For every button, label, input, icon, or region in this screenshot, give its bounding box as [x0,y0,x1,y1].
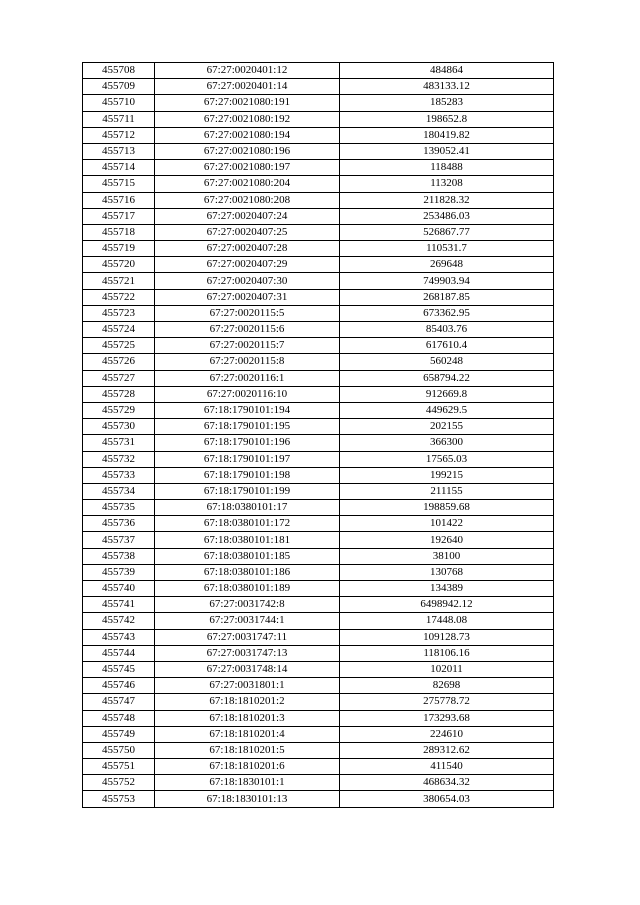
row-number-cell: 455726 [83,354,155,370]
table-row [83,241,554,257]
value-cell: 658794.22 [340,370,554,386]
value-cell: 211155 [340,483,554,499]
cadastral-number-cell: 67:18:0380101:186 [155,564,340,580]
cadastral-number-cell: 67:27:0020407:28 [155,241,340,257]
cadastral-number-cell: 67:27:0020407:25 [155,224,340,240]
table-row [83,500,554,516]
cadastral-number-cell: 67:18:1790101:199 [155,483,340,499]
value-cell: 173293.68 [340,710,554,726]
value-cell: 468634.32 [340,775,554,791]
value-cell: 82698 [340,678,554,694]
table-row [83,451,554,467]
row-number-cell: 455739 [83,564,155,580]
cadastral-number-cell: 67:27:0020115:8 [155,354,340,370]
table-row [83,273,554,289]
row-number-cell: 455746 [83,678,155,694]
cadastral-number-cell: 67:27:0031748:14 [155,661,340,677]
row-number-cell: 455741 [83,597,155,613]
row-number-cell: 455743 [83,629,155,645]
value-cell: 17565.03 [340,451,554,467]
value-cell: 268187.85 [340,289,554,305]
cadastral-number-cell: 67:18:1790101:194 [155,402,340,418]
cadastral-number-cell: 67:27:0020401:14 [155,79,340,95]
value-cell: 185283 [340,95,554,111]
table-row [83,305,554,321]
value-cell: 366300 [340,435,554,451]
value-cell: 617610.4 [340,338,554,354]
row-number-cell: 455731 [83,435,155,451]
row-number-cell: 455713 [83,143,155,159]
value-cell: 113208 [340,176,554,192]
cadastral-number-cell: 67:18:1810201:6 [155,759,340,775]
table-row [83,516,554,532]
table-row [83,759,554,775]
value-cell: 560248 [340,354,554,370]
cadastral-number-cell: 67:18:1810201:3 [155,710,340,726]
table-row [83,742,554,758]
table-row [83,613,554,629]
table-row [83,791,554,807]
value-cell: 134389 [340,581,554,597]
value-cell: 130768 [340,564,554,580]
table-row [83,143,554,159]
cadastral-number-cell: 67:27:0031801:1 [155,678,340,694]
value-cell: 673362.95 [340,305,554,321]
row-number-cell: 455748 [83,710,155,726]
row-number-cell: 455750 [83,742,155,758]
table-row [83,224,554,240]
table-row [83,79,554,95]
row-number-cell: 455717 [83,208,155,224]
cadastral-number-cell: 67:18:0380101:17 [155,500,340,516]
table-row [83,63,554,79]
row-number-cell: 455734 [83,483,155,499]
table-row [83,532,554,548]
row-number-cell: 455710 [83,95,155,111]
cadastral-number-cell: 67:18:1810201:2 [155,694,340,710]
table-row [83,597,554,613]
row-number-cell: 455745 [83,661,155,677]
row-number-cell: 455724 [83,322,155,338]
cadastral-number-cell: 67:18:1810201:5 [155,742,340,758]
value-cell: 118106.16 [340,645,554,661]
table-row [83,645,554,661]
cadastral-number-cell: 67:27:0021080:208 [155,192,340,208]
row-number-cell: 455708 [83,63,155,79]
cadastral-number-cell: 67:27:0020401:12 [155,63,340,79]
value-cell: 102011 [340,661,554,677]
table-row [83,694,554,710]
table-row [83,467,554,483]
value-cell: 269648 [340,257,554,273]
row-number-cell: 455737 [83,532,155,548]
data-table [82,62,554,808]
value-cell: 912669.8 [340,386,554,402]
row-number-cell: 455752 [83,775,155,791]
cadastral-number-cell: 67:27:0031744:1 [155,613,340,629]
value-cell: 411540 [340,759,554,775]
row-number-cell: 455728 [83,386,155,402]
table-row [83,435,554,451]
value-cell: 180419.82 [340,127,554,143]
table-row [83,111,554,127]
table-row [83,208,554,224]
table-row [83,370,554,386]
cadastral-number-cell: 67:27:0020407:29 [155,257,340,273]
value-cell: 118488 [340,160,554,176]
table-row [83,338,554,354]
value-cell: 192640 [340,532,554,548]
table-row [83,483,554,499]
row-number-cell: 455732 [83,451,155,467]
table-row [83,710,554,726]
value-cell: 198859.68 [340,500,554,516]
value-cell: 289312.62 [340,742,554,758]
table-row [83,386,554,402]
cadastral-number-cell: 67:18:0380101:181 [155,532,340,548]
table-row [83,661,554,677]
row-number-cell: 455722 [83,289,155,305]
cadastral-number-cell: 67:18:1830101:13 [155,791,340,807]
value-cell: 202155 [340,419,554,435]
row-number-cell: 455742 [83,613,155,629]
table-row [83,775,554,791]
value-cell: 449629.5 [340,402,554,418]
row-number-cell: 455725 [83,338,155,354]
cadastral-number-cell: 67:27:0020115:5 [155,305,340,321]
row-number-cell: 455735 [83,500,155,516]
cadastral-number-cell: 67:27:0031742:8 [155,597,340,613]
table-row [83,678,554,694]
cadastral-number-cell: 67:27:0021080:196 [155,143,340,159]
table-row [83,289,554,305]
table-row [83,95,554,111]
cadastral-number-cell: 67:27:0021080:194 [155,127,340,143]
row-number-cell: 455733 [83,467,155,483]
row-number-cell: 455712 [83,127,155,143]
table-row [83,160,554,176]
row-number-cell: 455753 [83,791,155,807]
value-cell: 38100 [340,548,554,564]
cadastral-number-cell: 67:27:0021080:204 [155,176,340,192]
cadastral-number-cell: 67:27:0021080:191 [155,95,340,111]
cadastral-number-cell: 67:27:0031747:13 [155,645,340,661]
table-row [83,564,554,580]
cadastral-number-cell: 67:27:0020407:24 [155,208,340,224]
row-number-cell: 455740 [83,581,155,597]
row-number-cell: 455723 [83,305,155,321]
cadastral-number-cell: 67:27:0020115:7 [155,338,340,354]
row-number-cell: 455721 [83,273,155,289]
row-number-cell: 455719 [83,241,155,257]
table-row [83,176,554,192]
value-cell: 253486.03 [340,208,554,224]
cadastral-number-cell: 67:27:0020407:31 [155,289,340,305]
row-number-cell: 455730 [83,419,155,435]
table-row [83,354,554,370]
cadastral-number-cell: 67:18:0380101:189 [155,581,340,597]
cadastral-number-cell: 67:18:1810201:4 [155,726,340,742]
table-row [83,548,554,564]
table-row [83,581,554,597]
table-row [83,419,554,435]
value-cell: 85403.76 [340,322,554,338]
cadastral-number-cell: 67:18:1790101:198 [155,467,340,483]
table-row [83,257,554,273]
table-row [83,322,554,338]
value-cell: 380654.03 [340,791,554,807]
value-cell: 749903.94 [340,273,554,289]
row-number-cell: 455736 [83,516,155,532]
row-number-cell: 455738 [83,548,155,564]
value-cell: 6498942.12 [340,597,554,613]
cadastral-number-cell: 67:27:0031747:11 [155,629,340,645]
row-number-cell: 455709 [83,79,155,95]
row-number-cell: 455727 [83,370,155,386]
value-cell: 526867.77 [340,224,554,240]
row-number-cell: 455749 [83,726,155,742]
cadastral-number-cell: 67:18:1790101:195 [155,419,340,435]
table-row [83,127,554,143]
table-row [83,629,554,645]
value-cell: 17448.08 [340,613,554,629]
value-cell: 139052.41 [340,143,554,159]
cadastral-number-cell: 67:27:0021080:197 [155,160,340,176]
cadastral-number-cell: 67:27:0020116:1 [155,370,340,386]
cadastral-number-cell: 67:18:1790101:196 [155,435,340,451]
value-cell: 211828.32 [340,192,554,208]
value-cell: 109128.73 [340,629,554,645]
value-cell: 198652.8 [340,111,554,127]
cadastral-number-cell: 67:18:0380101:185 [155,548,340,564]
value-cell: 224610 [340,726,554,742]
cadastral-number-cell: 67:27:0020407:30 [155,273,340,289]
table-body [83,63,554,808]
value-cell: 110531.7 [340,241,554,257]
cadastral-number-cell: 67:27:0020115:6 [155,322,340,338]
cadastral-number-cell: 67:27:0021080:192 [155,111,340,127]
row-number-cell: 455729 [83,402,155,418]
value-cell: 101422 [340,516,554,532]
table-row [83,726,554,742]
row-number-cell: 455715 [83,176,155,192]
row-number-cell: 455747 [83,694,155,710]
value-cell: 484864 [340,63,554,79]
row-number-cell: 455744 [83,645,155,661]
value-cell: 483133.12 [340,79,554,95]
cadastral-number-cell: 67:27:0020116:10 [155,386,340,402]
table-row [83,192,554,208]
table-row [83,402,554,418]
row-number-cell: 455716 [83,192,155,208]
cadastral-number-cell: 67:18:1790101:197 [155,451,340,467]
cadastral-number-cell: 67:18:1830101:1 [155,775,340,791]
row-number-cell: 455711 [83,111,155,127]
row-number-cell: 455714 [83,160,155,176]
row-number-cell: 455751 [83,759,155,775]
row-number-cell: 455720 [83,257,155,273]
row-number-cell: 455718 [83,224,155,240]
value-cell: 275778.72 [340,694,554,710]
cadastral-number-cell: 67:18:0380101:172 [155,516,340,532]
value-cell: 199215 [340,467,554,483]
